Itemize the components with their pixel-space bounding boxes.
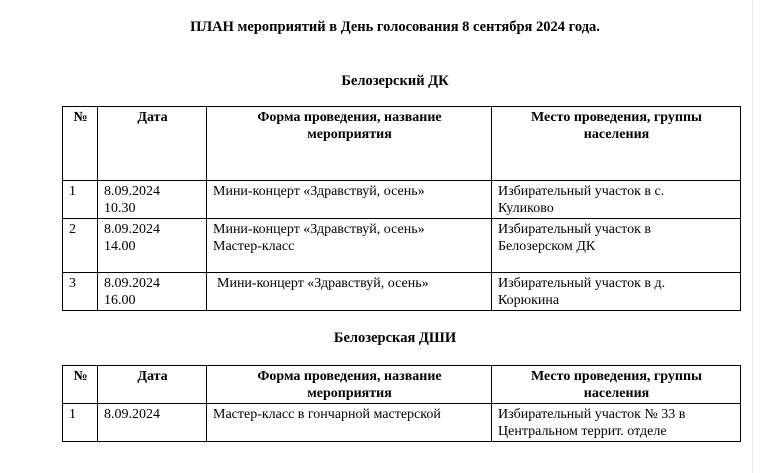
table-row xyxy=(63,219,741,273)
table-row xyxy=(63,273,741,311)
table-header-row xyxy=(63,366,741,404)
table-header-row xyxy=(63,107,741,181)
row-form: Мини-концерт «Здравствуй, осень» xyxy=(207,273,492,311)
row-date: 8.09.2024 10.30 xyxy=(98,181,207,219)
row-num: 1 xyxy=(63,181,98,219)
page-edge-line xyxy=(752,0,753,473)
row-form: Мастер-класс в гончарной мастерской xyxy=(207,404,492,442)
document-title: ПЛАН мероприятий в День голосования 8 сентября 2024 года. xyxy=(190,19,600,35)
row-place: Избирательный участок в с. Куликово xyxy=(492,181,741,219)
events-table-dk xyxy=(62,106,741,311)
row-place: Избирательный участок в Белозерском ДК xyxy=(492,219,741,273)
header-place: Место проведения, группы населения xyxy=(492,366,741,404)
row-date: 8.09.2024 14.00 xyxy=(98,219,207,273)
row-form: Мини-концерт «Здравствуй, осень» Мастер-класс xyxy=(207,219,492,273)
row-num: 3 xyxy=(63,273,98,311)
header-place: Место проведения, группы населения xyxy=(492,107,741,181)
header-date: Дата xyxy=(98,366,207,404)
row-place: Избирательный участок в д. Корюкина xyxy=(492,273,741,311)
section-title-dshi: Белозерская ДШИ xyxy=(333,330,457,346)
row-place: Избирательный участок № 33 в Центральном террит. отделе xyxy=(492,404,741,442)
table-row xyxy=(63,404,741,442)
header-form: Форма проведения, название мероприятия xyxy=(207,107,492,181)
row-num: 1 xyxy=(63,404,98,442)
row-date: 8.09.2024 xyxy=(98,404,207,442)
row-form: Мини-концерт «Здравствуй, осень» xyxy=(207,181,492,219)
header-form: Форма проведения, название мероприятия xyxy=(207,366,492,404)
row-date: 8.09.2024 16.00 xyxy=(98,273,207,311)
header-num: № xyxy=(63,107,98,181)
events-table-dshi xyxy=(62,365,741,442)
table-row xyxy=(63,181,741,219)
row-num: 2 xyxy=(63,219,98,273)
header-num: № xyxy=(63,366,98,404)
header-date: Дата xyxy=(98,107,207,181)
section-title-dk: Белозерский ДК xyxy=(341,73,449,89)
